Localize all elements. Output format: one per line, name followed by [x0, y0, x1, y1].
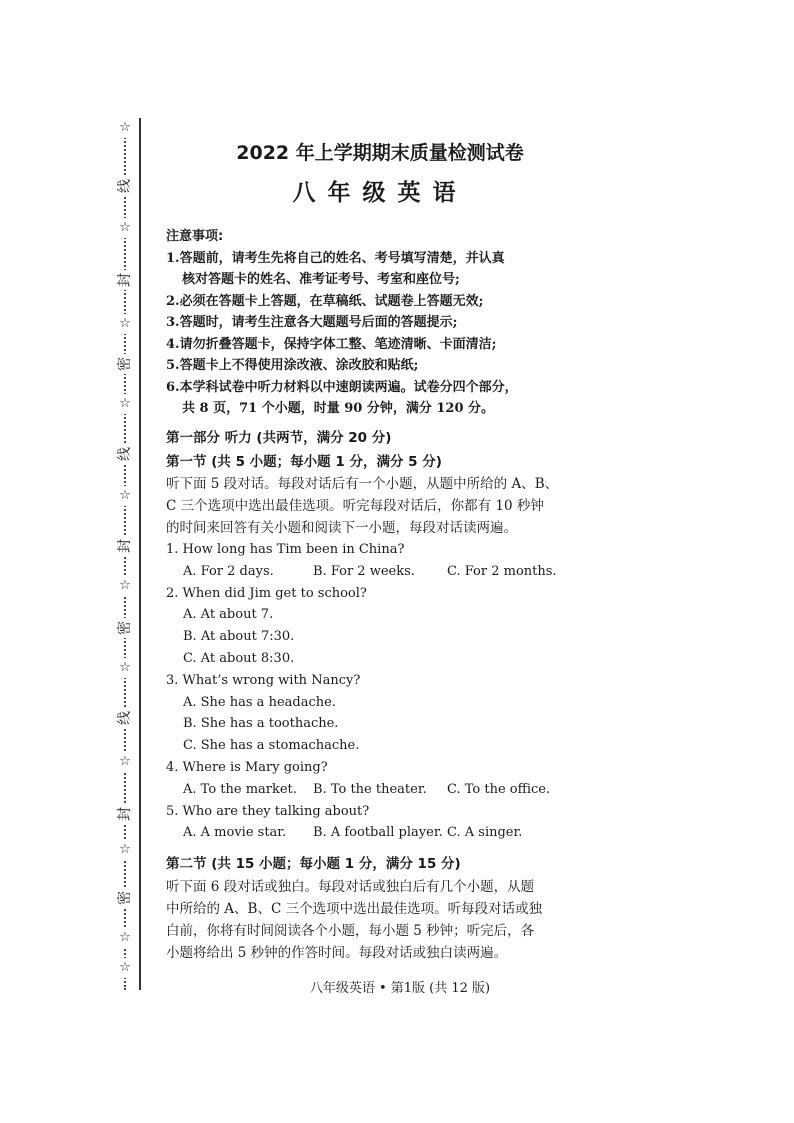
- star-icon: ☆: [115, 118, 135, 138]
- question-2: 2. When did Jim get to school?: [166, 585, 367, 601]
- option-a: A. To the market.: [183, 781, 297, 797]
- option-a: A. She has a headache.: [183, 694, 336, 710]
- notice-item: 共 8 页，71 个小题，时量 90 分钟，满分 120 分。: [182, 401, 495, 416]
- binding-solid-line: [139, 118, 141, 990]
- notice-item: 6.本学科试卷中听力材料以中速朗读两遍。试卷分四个部分，: [166, 379, 518, 395]
- notice-section: [166, 226, 586, 420]
- star-icon: ☆: [115, 576, 135, 596]
- star-icon: ☆: [115, 658, 135, 678]
- option-b: B. For 2 weeks.: [313, 563, 415, 579]
- star-icon: ☆: [115, 958, 135, 978]
- star-icon: ☆: [115, 840, 135, 860]
- star-icon: ☆: [115, 314, 135, 334]
- option-c: C. She has a stomachache.: [183, 738, 360, 754]
- binding-mark: 线: [115, 176, 135, 196]
- option-c: C. At about 8:30.: [183, 650, 295, 666]
- notice-item: 5.答题卡上不得使用涂改液、涂改胶和贴纸;: [166, 358, 419, 373]
- notice-item: 2.必须在答题卡上答题，在草稿纸、试题卷上答题无效;: [166, 293, 484, 309]
- option-c: C. To the office.: [447, 781, 551, 797]
- question-1: 1. How long has Tim been in China?: [166, 542, 405, 557]
- section1-heading: 第一节 (共 5 小题；每小题 1 分，满分 5 分): [166, 453, 442, 470]
- section2-instruction: 白前，你将有时间阅读各个小题，每小题 5 秒钟；听完后，各: [166, 922, 535, 939]
- page-footer: 八年级英语 • 第1版 (共 12 版): [309, 981, 491, 996]
- binding-mark: 封: [115, 270, 135, 290]
- binding-margin: [112, 118, 142, 990]
- binding-mark: 密: [115, 354, 135, 374]
- section1-instruction: 的时间来回答有关小题和阅读下一小题，每段对话读两遍。: [166, 520, 517, 536]
- notice-item: 核对答题卡的姓名、准考证考号、考室和座位号;: [182, 272, 460, 287]
- option-b: B. A football player.: [313, 825, 443, 841]
- notice-item: 4.请勿折叠答题卡，保持字体工整、笔迹清晰、卡面清洁;: [166, 336, 497, 352]
- star-icon: ☆: [115, 218, 135, 238]
- notice-heading: 注意事项:: [166, 229, 224, 244]
- section2-instruction: 中所给的 A、B、C 三个选项中选出最佳选项。听每段对话或独: [166, 900, 543, 917]
- section1-instruction: C 三个选项中选出最佳选项。听完每段对话后，你都有 10 秒钟: [166, 498, 544, 514]
- question-4-options: [166, 779, 586, 801]
- star-icon: ☆: [115, 928, 135, 948]
- question-5: 5. Who are they talking about?: [166, 803, 370, 819]
- exam-subtitle: 八年级英语: [292, 180, 468, 206]
- option-b: B. To the theater.: [313, 781, 427, 797]
- question-4: 4. Where is Mary going?: [166, 759, 328, 775]
- section2-instruction: 听下面 6 段对话或独白。每段对话或独白后有几个小题，从题: [166, 878, 535, 895]
- section2-instruction: 小题将给出 5 秒钟的作答时间。每段对话或独白读两遍。: [166, 944, 508, 961]
- binding-mark: 封: [115, 804, 135, 824]
- section1-instruction: 听下面 5 段对话。每段对话后有一个小题，从题中所给的 A、B、: [166, 476, 559, 492]
- option-c: C. A singer.: [447, 825, 523, 841]
- part1-heading: 第一部分 听力 (共两节，满分 20 分): [166, 430, 392, 446]
- part1-section: [166, 428, 586, 964]
- option-a: A. For 2 days.: [183, 563, 274, 579]
- binding-mark: 密: [115, 618, 135, 638]
- binding-mark: 封: [115, 536, 135, 556]
- exam-title: 2022 年上学期期末质量检测试卷: [236, 142, 524, 164]
- star-icon: ☆: [115, 486, 135, 506]
- star-icon: ☆: [115, 394, 135, 414]
- option-a: A. At about 7.: [183, 607, 274, 623]
- notice-item: 1.答题前，请考生先将自己的姓名、考号填写清楚，并认真: [166, 250, 505, 266]
- notice-item: 3.答题时，请考生注意各大题题号后面的答题提示;: [166, 315, 458, 330]
- question-1-options: [166, 561, 586, 583]
- question-3: 3. What’s wrong with Nancy?: [166, 672, 361, 688]
- option-c: C. For 2 months.: [447, 563, 557, 579]
- binding-mark: 密: [115, 888, 135, 908]
- star-icon: ☆: [115, 752, 135, 772]
- option-b: B. At about 7:30.: [183, 629, 295, 645]
- option-b: B. She has a toothache.: [183, 716, 339, 732]
- option-a: A. A movie star.: [183, 825, 287, 841]
- section2-heading: 第二节 (共 15 小题；每小题 1 分，满分 15 分): [166, 856, 461, 873]
- binding-mark: 线: [115, 708, 135, 728]
- binding-mark: 线: [115, 444, 135, 464]
- question-5-options: [166, 822, 586, 844]
